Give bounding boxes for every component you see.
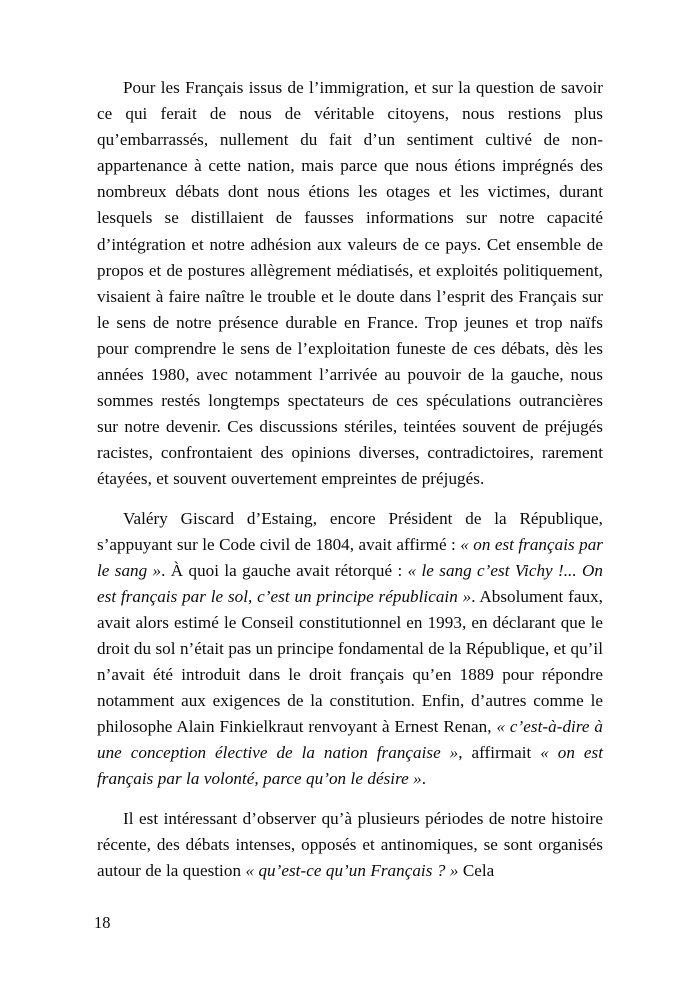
body-text-run: . À quoi la gauche avait rétorqué : xyxy=(161,560,408,580)
body-text-run: Valéry Giscard d’Estaing, encore Président de la République, s’appuyant sur le Code civil de 1804, avait affirmé : xyxy=(97,508,603,554)
body-text-run: Il est intéressant d’observer qu’à plusieurs périodes de notre histoire récente, des débats intenses, opposés et antinomiques, se sont organisés autour de la question xyxy=(97,808,603,880)
body-text-run: Pour les Français issus de l’immigration, et sur la question de savoir ce qui ferait de nous de véritable citoyens, nous restions plus qu’embarrassés, nullement du fait d’un sentiment cultivé de non-appartenance à cette nation, mais parce que nous étions imprégnés des nombreux débats dont nous étions les otages et les victimes, durant lesquels se distillaient de fausses informations sur notre capacité d’intégration et notre adhésion aux valeurs de ce pays. Cet ensemble de propos et de postures allègrement médiatisés, et exploités politiquement, visaient à faire naître le trouble et le doute dans l’esprit des Français sur le sens de notre présence durable en France. Trop jeunes et trop naïfs pour comprendre le sens de l’exploitation funeste de ces débats, dès les années 1980, avec notamment l’arrivée au pouvoir de la gauche, nous sommes restés longtemps spectateurs de ces spéculations outrancières sur notre devenir. Ces discussions stériles, teintées souvent de préjugés racistes, confrontaient des opinions diverses, contradictoires, rarement étayées, et souvent ouvertement empreintes de préjugés. xyxy=(97,78,603,489)
body-text-run: . xyxy=(421,769,427,789)
italic-quote: « qu’est-ce qu’un Français ? » xyxy=(245,860,459,880)
italic-quote: « c’est-à-dire à une conception élective de la nation française » xyxy=(97,717,603,763)
paragraph-3 xyxy=(97,806,603,884)
page-number: 18 xyxy=(94,913,111,932)
body-text-block xyxy=(97,75,603,884)
italic-quote: « le sang c’est Vichy !... On est français par le sol, c’est un principe républicain » xyxy=(97,560,603,606)
body-text-run: Cela xyxy=(458,860,495,880)
italic-quote: « on est français par le sang » xyxy=(97,534,603,580)
body-text-run: , affirmait xyxy=(458,743,541,763)
paragraph-1 xyxy=(97,75,603,493)
body-text-run: . Absolument faux, avait alors estimé le Conseil constitutionnel en 1993, en déclarant que le droit du sol n’était pas un principe fondamental de la République, et qu’il n’avait été introduit dans le droit français qu’en 1889 pour répondre notamment aux exigences de la constitution. Enfin, d’autres comme le philosophe Alain Finkielkraut renvoyant à Ernest Renan, xyxy=(97,586,603,737)
paragraph-2 xyxy=(97,506,603,793)
italic-quote: « on est français par la volonté, parce qu’on le désire » xyxy=(97,743,603,789)
